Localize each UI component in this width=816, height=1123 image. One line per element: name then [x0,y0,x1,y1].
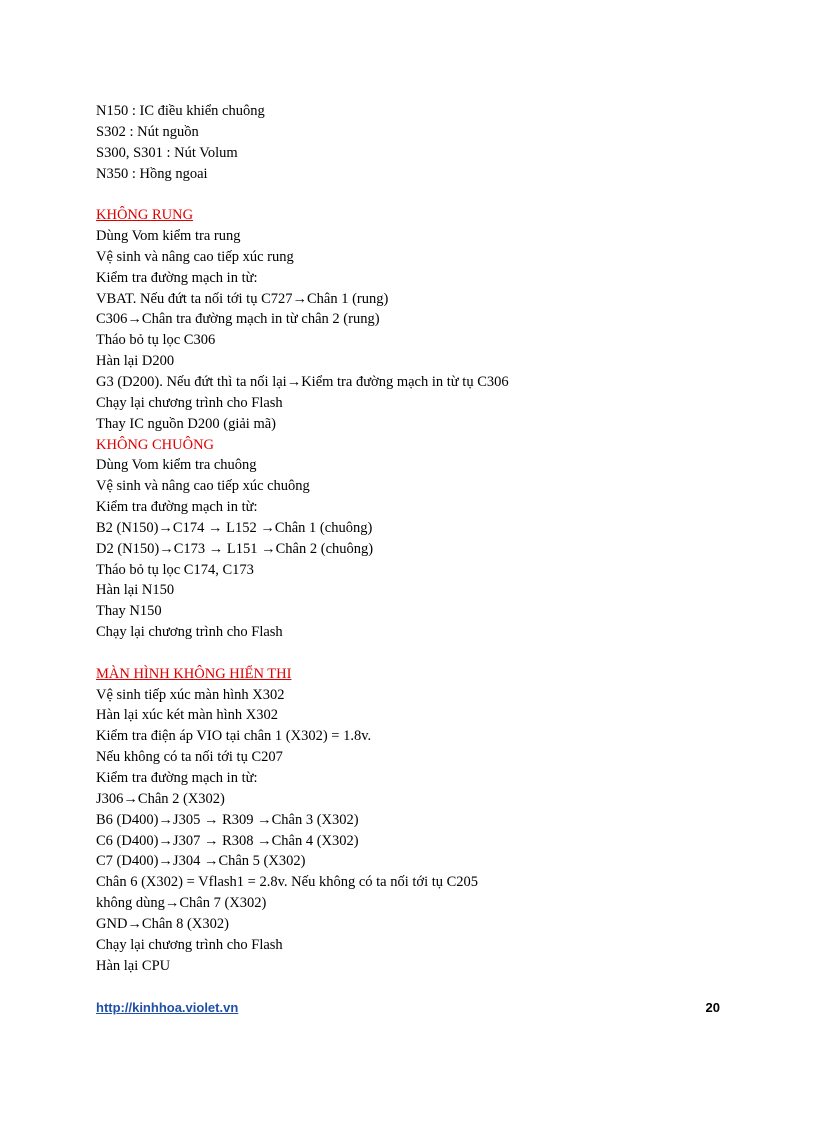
text-line: C6 (D400)→J307 → R308 →Chân 4 (X302) [96,832,359,849]
text-line: Dùng Vom kiểm tra rung [96,228,241,245]
text-line: Kiểm tra đường mạch in từ: [96,499,258,516]
text-line: Tháo bỏ tụ lọc C174, C173 [96,561,254,578]
text-line: Hàn lại N150 [96,582,175,599]
component-line: S302 : Nút nguồn [96,123,199,140]
page-number: 20 [705,1000,720,1015]
component-list [96,101,736,184]
text-line: Hàn lại xúc két màn hình X302 [96,707,279,724]
text-line: Kiểm tra đường mạch in từ: [96,770,258,786]
text-line: Thay IC nguồn D200 (giải mã) [96,415,277,432]
text-line: GND→Chân 8 (X302) [96,915,229,932]
text-line: Kiểm tra điện áp VIO tại chân 1 (X302) = 1.8v. [96,728,372,745]
section-khong-rung [96,205,736,434]
text-line: Vệ sinh và nâng cao tiếp xúc rung [96,248,294,265]
text-line: Chạy lại chương trình cho Flash [96,394,283,411]
component-line: N150 : IC điều khiển chuông [96,103,265,119]
page-footer [96,1000,720,1020]
component-line: N350 : Hồng ngoai [96,165,208,182]
text-line: không dùng→Chân 7 (X302) [96,895,267,912]
document-body [96,101,736,976]
section-heading: KHÔNG CHUÔNG [96,436,215,453]
text-line: G3 (D200). Nếu đứt thì ta nối lại→Kiểm tra đường mạch in từ tụ C306 [96,373,509,390]
text-line: Hàn lại D200 [96,353,175,370]
text-line: D2 (N150)→C173 → L151 →Chân 2 (chuông) [96,540,374,557]
text-line: C7 (D400)→J304 →Chân 5 (X302) [96,853,306,870]
text-line: Tháo bỏ tụ lọc C306 [96,332,216,349]
text-line: Kiểm tra đường mạch in từ: [96,269,258,286]
section-heading: KHÔNG RUNG [96,207,194,224]
text-line: Chạy lại chương trình cho Flash [96,624,283,641]
text-line: Vệ sinh và nâng cao tiếp xúc chuông [96,478,310,495]
text-line: Hàn lại CPU [96,957,171,974]
text-line: J306→Chân 2 (X302) [96,790,225,807]
spacer [96,643,736,664]
footer-link[interactable]: http://kinhhoa.violet.vn [96,1000,239,1015]
text-line: VBAT. Nếu đứt ta nối tới tụ C727→Chân 1 (rung) [96,290,389,307]
text-line: Dùng Vom kiểm tra chuông [96,457,257,474]
section-heading: MÀN HÌNH KHÔNG HIỂN THI [96,665,292,682]
text-line: Chạy lại chương trình cho Flash [96,936,283,953]
section-khong-chuong [96,435,736,643]
text-line: C306→Chân tra đường mạch in từ chân 2 (rung) [96,311,380,328]
text-line: Thay N150 [96,603,162,620]
text-line: Nếu không có ta nối tới tụ C207 [96,749,283,766]
component-line: S300, S301 : Nút Volum [96,144,238,161]
text-line: Chân 6 (X302) = Vflash1 = 2.8v. Nếu không có ta nối tới tụ C205 [96,874,479,891]
text-line: Vệ sinh tiếp xúc màn hình X302 [96,686,285,703]
text-line: B6 (D400)→J305 → R309 →Chân 3 (X302) [96,811,359,828]
section-man-hinh [96,664,736,977]
spacer [96,184,736,205]
text-line: B2 (N150)→C174 → L152 →Chân 1 (chuông) [96,519,373,536]
